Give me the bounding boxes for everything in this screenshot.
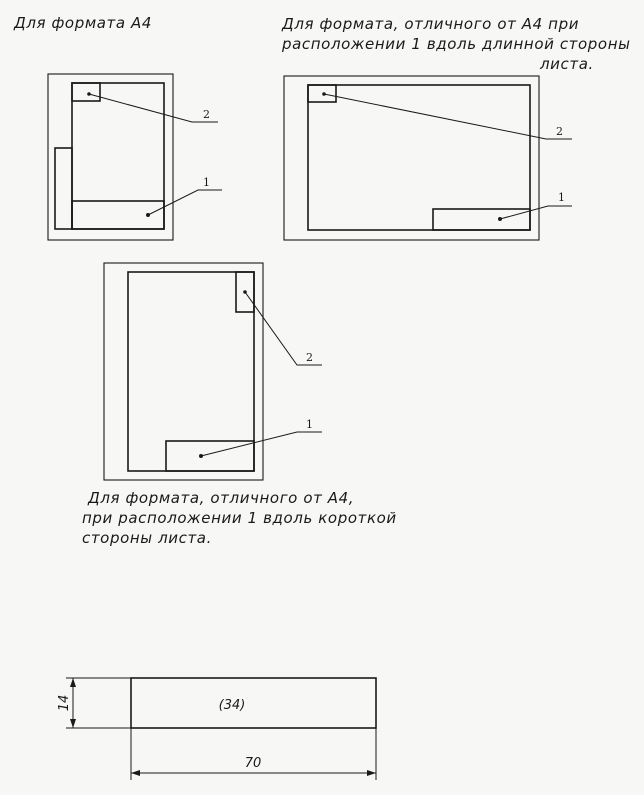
long-sheet-outline (284, 76, 539, 240)
a4-drawing-frame (72, 83, 164, 229)
caption-short-line-2: при расположении 1 вдоль короткой (82, 509, 397, 527)
title-block-outline (131, 678, 376, 728)
a4-binding-strip (55, 148, 72, 229)
caption-long-line-3: листа. (540, 55, 594, 73)
a4-sheet-outline (48, 74, 173, 240)
a4-title-block (72, 201, 164, 229)
caption-long-line-2: расположении 1 вдоль длинной стороны (282, 35, 631, 53)
short-side-format-diagram (104, 263, 322, 480)
a4-leader-1 (148, 190, 222, 215)
height-arrow-bottom (70, 719, 76, 728)
width-arrow-left (131, 770, 140, 776)
height-arrow-top (70, 678, 76, 687)
width-dimension-value: 70 (244, 756, 262, 771)
caption-long-line-1: Для формата, отличного от А4 при (282, 15, 580, 33)
height-dimension-value: 14 (57, 694, 72, 712)
short-callout-1: 1 (306, 418, 313, 431)
long-callout-1: 1 (558, 191, 565, 204)
a4-corner-box (72, 83, 100, 101)
title-block-dimension-drawing (57, 678, 376, 780)
width-arrow-right (367, 770, 376, 776)
a4-callout-1: 1 (203, 176, 210, 189)
a4-leader-2 (89, 94, 218, 122)
long-leader-1 (500, 206, 572, 219)
caption-short-line-1: Для формата, отличного от А4, (88, 489, 355, 507)
long-callout-2: 2 (556, 125, 563, 138)
short-leader-1 (201, 432, 322, 456)
title-block-inner-dimension: (34) (218, 698, 246, 713)
caption-short-line-3: стороны листа. (82, 529, 212, 547)
a4-format-diagram (48, 74, 222, 240)
short-callout-2: 2 (306, 351, 313, 364)
short-title-block (166, 441, 254, 471)
long-title-block (433, 209, 530, 230)
long-side-format-diagram (284, 76, 572, 240)
a4-callout-2: 2 (203, 108, 210, 121)
long-leader-2 (324, 94, 572, 139)
caption-a4: Для формата А4 (14, 14, 153, 32)
long-corner-box (308, 85, 336, 102)
